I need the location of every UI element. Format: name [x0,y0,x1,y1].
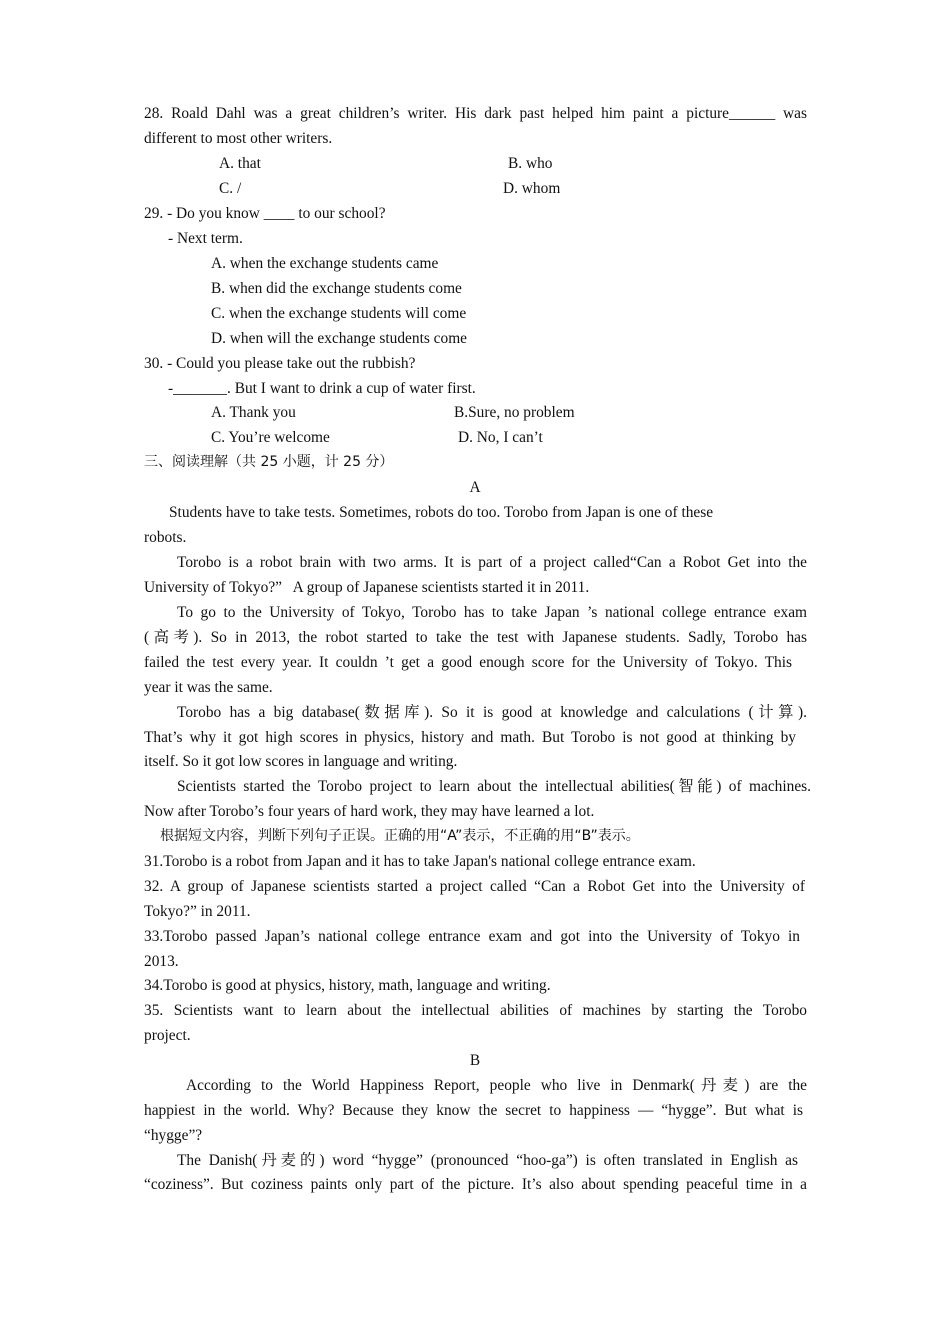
question-33-line1: 33.Torobo passed Japan’s national college entrance exam and got into the University of Tokyo in [144,928,800,945]
passage-b-p1-line2: happiest in the world. Why? Because they know the secret to happiness — “hygge”. But what is [144,1102,803,1119]
passage-b-p1-line1: According to the World Happiness Report, people who live in Denmark(丹麦) are the [186,1077,807,1094]
passage-b-p1-line3: “hygge”? [144,1127,203,1144]
q28-option-d: D. whom [503,180,561,197]
passage-a-p2-line1: Torobo is a robot brain with two arms. It is part of a project called“Can a Robot Get into the [177,554,807,571]
question-35-line2: project. [144,1027,191,1044]
question-32-line1: 32. A group of Japanese scientists started a project called “Can a Robot Get into the University of [144,878,805,895]
q29-stem-line2: - Next term. [168,230,243,247]
passage-b-p2-line1: The Danish(丹麦的) word “hygge” (pronounced “hoo-ga”) is often translated in English as [177,1152,798,1169]
q30-option-c: C. You’re welcome [211,429,330,446]
question-31: 31.Torobo is a robot from Japan and it has to take Japan's national college entrance exam. [144,853,696,870]
q29-option-b: B. when did the exchange students come [211,280,462,297]
passage-b-p2-line2: “coziness”. But coziness paints only part of the picture. It’s also about spending peaceful time in a [144,1176,807,1193]
q30-stem-line2: -_______. But I want to drink a cup of water first. [168,380,476,397]
passage-a-p3-line1: To go to the University of Tokyo, Torobo has to take Japan ’s national college entrance exam [177,604,807,621]
passage-a-p4-line2: That’s why it got high scores in physics, history and math. But Torobo is not good at thinking by [144,729,796,746]
question-32-line2: Tokyo?” in 2011. [144,903,251,920]
passage-a-p3-line4: year it was the same. [144,679,273,696]
section-heading: 三、阅读理解（共 25 小题，计 25 分） [144,454,394,470]
question-35-line1: 35. Scientists want to learn about the intellectual abilities of machines by starting the Torobo [144,1002,807,1019]
q30-option-a: A. Thank you [211,404,296,421]
q30-option-d: D. No, I can’t [458,429,543,446]
passage-a-p5-line1: Scientists started the Torobo project to learn about the intellectual abilities(智能) of machines. [177,778,811,795]
passage-a-p4-line3: itself. So it got low scores in language and writing. [144,753,458,770]
passage-a-p2-line2: University of Tokyo?” A group of Japanese scientists started it in 2011. [144,579,590,596]
passage-a-p1-line2: robots. [144,529,187,546]
q29-option-a: A. when the exchange students came [211,255,439,272]
q28-stem-line2: different to most other writers. [144,130,333,147]
q28-option-a: A. that [219,155,261,172]
q28-stem-line1: 28. Roald Dahl was a great children’s writer. His dark past helped him paint a picture______ was [144,105,807,122]
q30-option-b: B.Sure, no problem [454,404,575,421]
passage-a-instruction: 根据短文内容，判断下列句子正误。正确的用“A”表示，不正确的用“B”表示。 [160,828,640,844]
q29-option-c: C. when the exchange students will come [211,305,467,322]
q29-stem-line1: 29. - Do you know ____ to our school? [144,205,386,222]
passage-a-p1-line1: Students have to take tests. Sometimes, robots do too. Torobo from Japan is one of these [169,504,714,521]
passage-a-p5-line2: Now after Torobo’s four years of hard work, they may have learned a lot. [144,803,595,820]
question-34: 34.Torobo is good at physics, history, math, language and writing. [144,977,551,994]
passage-a-label: A [469,479,481,496]
q30-stem-line1: 30. - Could you please take out the rubbish? [144,355,416,372]
q28-option-c: C. / [219,180,242,197]
passage-a-p3-line3: failed the test every year. It couldn ’t get a good enough score for the University of Tokyo. This [144,654,792,671]
q28-option-b: B. who [508,155,553,172]
passage-a-p4-line1: Torobo has a big database(数据库). So it is good at knowledge and calculations (计算). [177,704,807,721]
passage-a-p3-line2: (高考). So in 2013, the robot started to take the test with Japanese students. Sadly, Torobo has [144,629,807,646]
question-33-line2: 2013. [144,953,179,970]
q29-option-d: D. when will the exchange students come [211,330,468,347]
passage-b-label: B [469,1052,481,1069]
